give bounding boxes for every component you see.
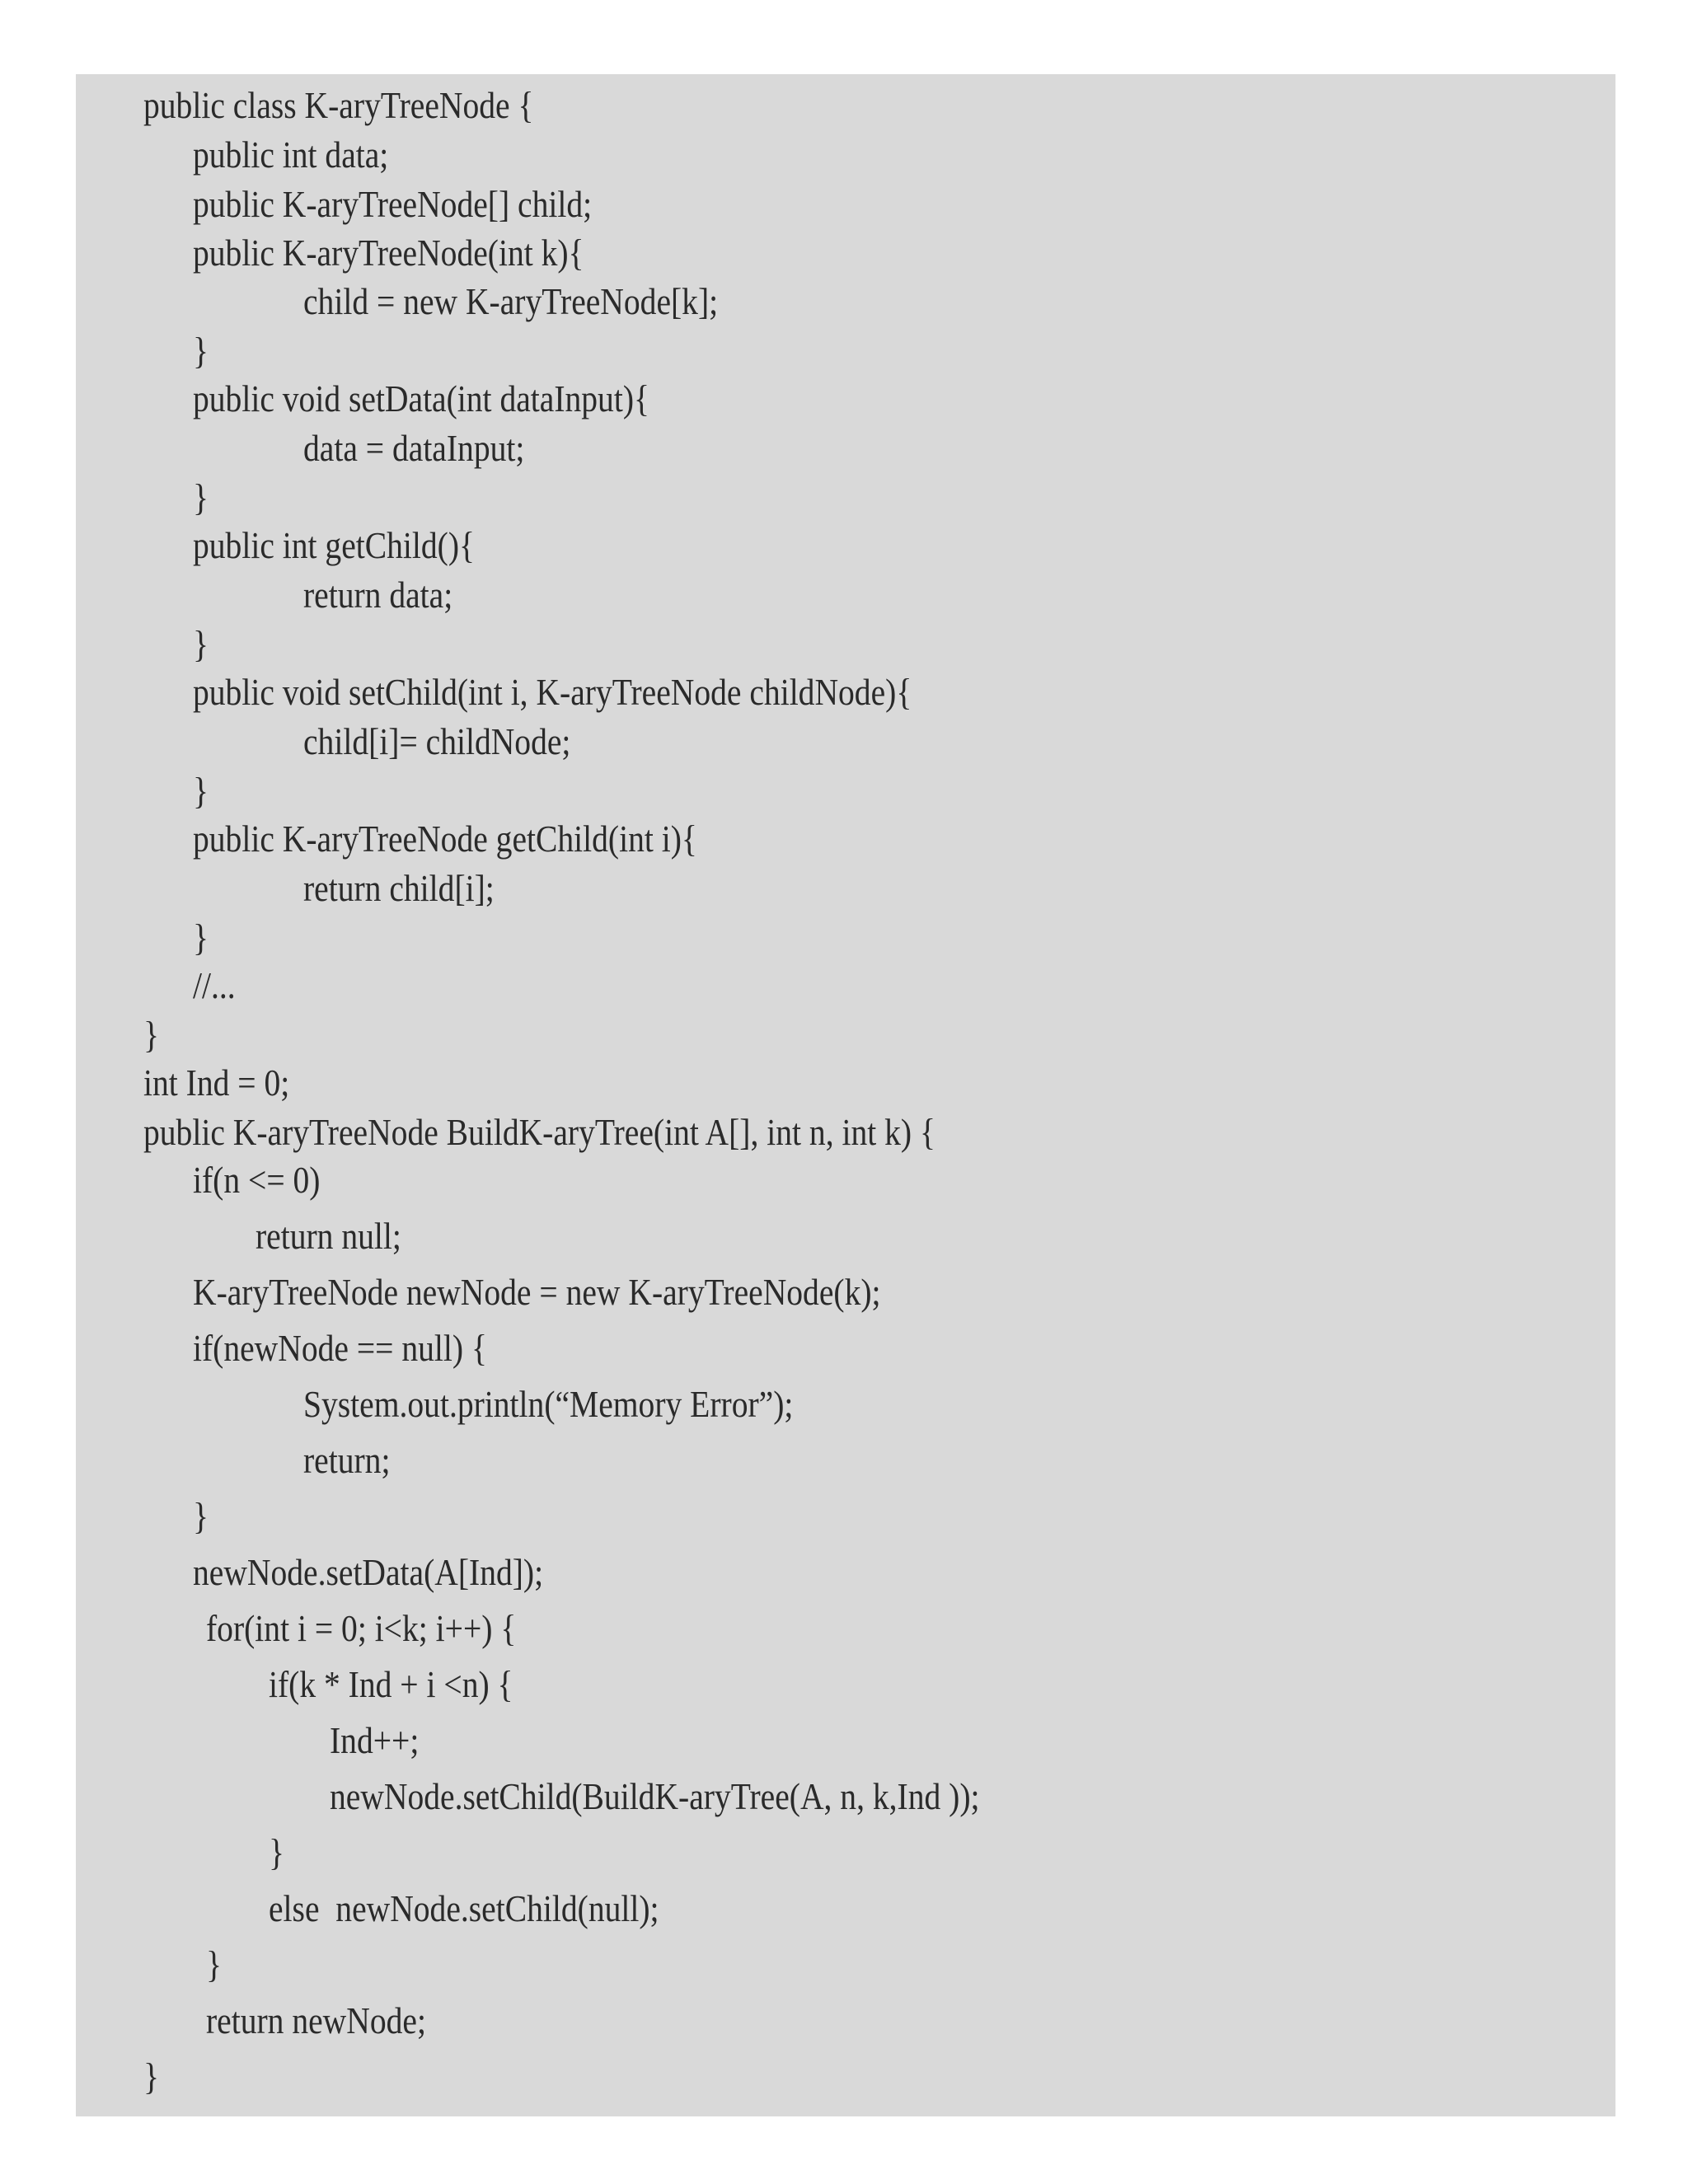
code-line: public K-aryTreeNode getChild(int i){	[193, 818, 697, 860]
code-line: }	[193, 770, 209, 812]
code-line: return child[i];	[303, 867, 495, 909]
code-line: public int getChild(){	[193, 524, 476, 566]
code-line: System.out.println(“Memory Error”);	[303, 1383, 794, 1425]
code-line: newNode.setChild(BuildK-aryTree(A, n, k,Ind ));	[330, 1775, 980, 1817]
code-line: }	[193, 330, 209, 372]
code-line: Ind++;	[330, 1719, 420, 1761]
code-line: if(k * Ind + i <n) {	[269, 1663, 513, 1705]
code-line: }	[143, 1014, 160, 1056]
code-line: }	[193, 916, 209, 958]
code-line: public class K-aryTreeNode {	[143, 84, 534, 126]
code-line: child = new K-aryTreeNode[k];	[303, 280, 719, 322]
code-line: int Ind = 0;	[143, 1062, 290, 1104]
code-line: public void setChild(int i, K-aryTreeNode childNode){	[193, 671, 912, 713]
code-line: return;	[303, 1439, 391, 1481]
code-line: for(int i = 0; i<k; i++) {	[206, 1607, 517, 1649]
code-line: public K-aryTreeNode[] child;	[193, 183, 593, 225]
code-line: }	[206, 1943, 223, 1985]
code-line: public void setData(int dataInput){	[193, 377, 650, 419]
code-line: else newNode.setChild(null);	[269, 1887, 659, 1929]
code-line: }	[193, 476, 209, 518]
code-line: }	[193, 623, 209, 665]
code-line: //...	[193, 964, 236, 1006]
code-line: return data;	[303, 574, 453, 616]
code-line: }	[143, 2055, 160, 2097]
code-line: return null;	[256, 1215, 401, 1257]
code-line: newNode.setData(A[Ind]);	[193, 1551, 544, 1593]
code-line: K-aryTreeNode newNode = new K-aryTreeNode(k);	[193, 1271, 881, 1313]
code-line: public K-aryTreeNode(int k){	[193, 232, 584, 274]
code-line: public int data;	[193, 134, 389, 176]
code-line: }	[193, 1495, 209, 1537]
code-line: }	[269, 1831, 285, 1873]
code-line: if(newNode == null) {	[193, 1327, 487, 1369]
code-line: child[i]= childNode;	[303, 720, 571, 762]
code-line: if(n <= 0)	[193, 1159, 321, 1201]
code-block	[76, 74, 1615, 2116]
code-line: return newNode;	[206, 1999, 426, 2041]
code-line: data = dataInput;	[303, 427, 525, 469]
code-line: public K-aryTreeNode BuildK-aryTree(int A[], int n, int k) {	[143, 1111, 935, 1153]
